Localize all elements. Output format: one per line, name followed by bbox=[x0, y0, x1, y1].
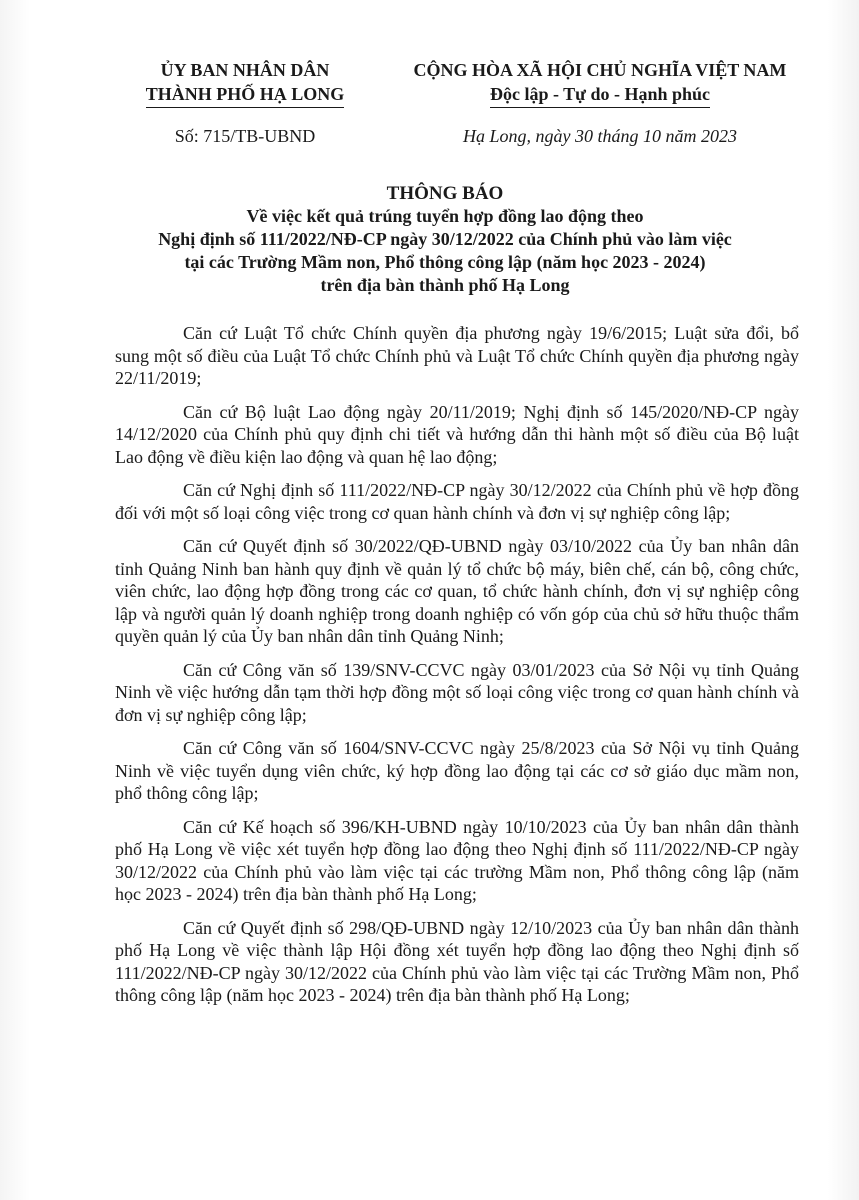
issuing-authority bbox=[120, 58, 370, 108]
national-title: CỘNG HÒA XÃ HỘI CHỦ NGHĨA VIỆT NAM bbox=[413, 60, 787, 80]
subject-line-2: Nghị định số 111/2022/NĐ-CP ngày 30/12/2022 của Chính phủ vào làm việc bbox=[158, 229, 732, 249]
document-title-block bbox=[90, 182, 800, 297]
legal-basis-paragraph: Căn cứ Nghị định số 111/2022/NĐ-CP ngày 30/12/2022 của Chính phủ về hợp đồng đối với một số loại công việc trong cơ quan hành chính và đơn vị sự nghiệp công lập; bbox=[115, 480, 799, 523]
subject-line-1: Về việc kết quả trúng tuyển hợp đồng lao động theo bbox=[246, 206, 644, 226]
legal-basis-paragraph: Căn cứ Công văn số 1604/SNV-CCVC ngày 25/8/2023 của Sở Nội vụ tỉnh Quảng Ninh về việc tuyển dụng viên chức, ký hợp đồng lao động tại các cơ sở giáo dục mầm non, phổ thông công lập; bbox=[115, 738, 799, 803]
national-header bbox=[370, 58, 830, 108]
legal-basis-paragraph: Căn cứ Quyết định số 298/QĐ-UBND ngày 12/10/2023 của Ủy ban nhân dân thành phố Hạ Long về việc thành lập Hội đồng xét tuyển hợp đồng lao động theo Nghị định số 111/2022/NĐ-CP ngày 30/12/2022 của Chính phủ vào làm việc tại các Trường Mầm non, Phổ thông công lập (năm học 2023 - 2024) trên địa bàn thành phố Hạ Long; bbox=[115, 917, 799, 1005]
authority-line-1: ỦY BAN NHÂN DÂN bbox=[160, 60, 330, 80]
subject-line-4: trên địa bàn thành phố Hạ Long bbox=[320, 275, 570, 295]
document-type-title: THÔNG BÁO bbox=[386, 183, 504, 204]
document-body bbox=[115, 322, 799, 1018]
legal-basis-paragraph: Căn cứ Luật Tổ chức Chính quyền địa phương ngày 19/6/2015; Luật sửa đổi, bổ sung một số điều của Luật Tổ chức Chính phủ và Luật Tổ chức Chính quyền địa phương ngày 22/11/2019; bbox=[115, 323, 799, 388]
place-and-date: Hạ Long, ngày 30 tháng 10 năm 2023 bbox=[463, 126, 737, 146]
legal-basis-paragraph: Căn cứ Quyết định số 30/2022/QĐ-UBND ngày 03/10/2022 của Ủy ban nhân dân tỉnh Quảng Ninh ban hành quy định về quản lý tổ chức bộ máy, biên chế, cán bộ, công chức, viên chức, lao động hợp đồng trong các cơ quan, tổ chức hành chính, đơn vị sự nghiệp công lập và người quản lý doanh nghiệp trong doanh nghiệp có vốn góp của chủ sở hữu thuộc thẩm quyền quản lý của Ủy ban nhân dân tỉnh Quảng Ninh; bbox=[115, 536, 799, 646]
legal-basis-paragraph: Căn cứ Kế hoạch số 396/KH-UBND ngày 10/10/2023 của Ủy ban nhân dân thành phố Hạ Long về việc xét tuyển hợp đồng lao động theo Nghị định số 111/2022/NĐ-CP ngày 30/12/2022 của Chính phủ vào làm việc tại các trường Mầm non, Phổ thông công lập (năm học 2023 - 2024) trên địa bàn thành phố Hạ Long; bbox=[115, 816, 799, 904]
national-motto: Độc lập - Tự do - Hạnh phúc bbox=[490, 82, 710, 108]
legal-basis-paragraph: Căn cứ Bộ luật Lao động ngày 20/11/2019; Nghị định số 145/2020/NĐ-CP ngày 14/12/2020 của Chính phủ quy định chi tiết và hướng dẫn thi hành một số điều của Bộ luật Lao động về điều kiện lao động và quan hệ lao động; bbox=[115, 401, 799, 467]
authority-line-2: THÀNH PHỐ HẠ LONG bbox=[146, 82, 345, 108]
subject-line-3: tại các Trường Mầm non, Phổ thông công lập (năm học 2023 - 2024) bbox=[184, 252, 706, 272]
legal-basis-paragraph: Căn cứ Công văn số 139/SNV-CCVC ngày 03/01/2023 của Sở Nội vụ tỉnh Quảng Ninh về việc hướng dẫn tạm thời hợp đồng một số loại công việc trong cơ quan hành chính và đơn vị sự nghiệp công lập; bbox=[115, 659, 799, 725]
document-number: Số: 715/TB-UBND bbox=[174, 126, 316, 146]
